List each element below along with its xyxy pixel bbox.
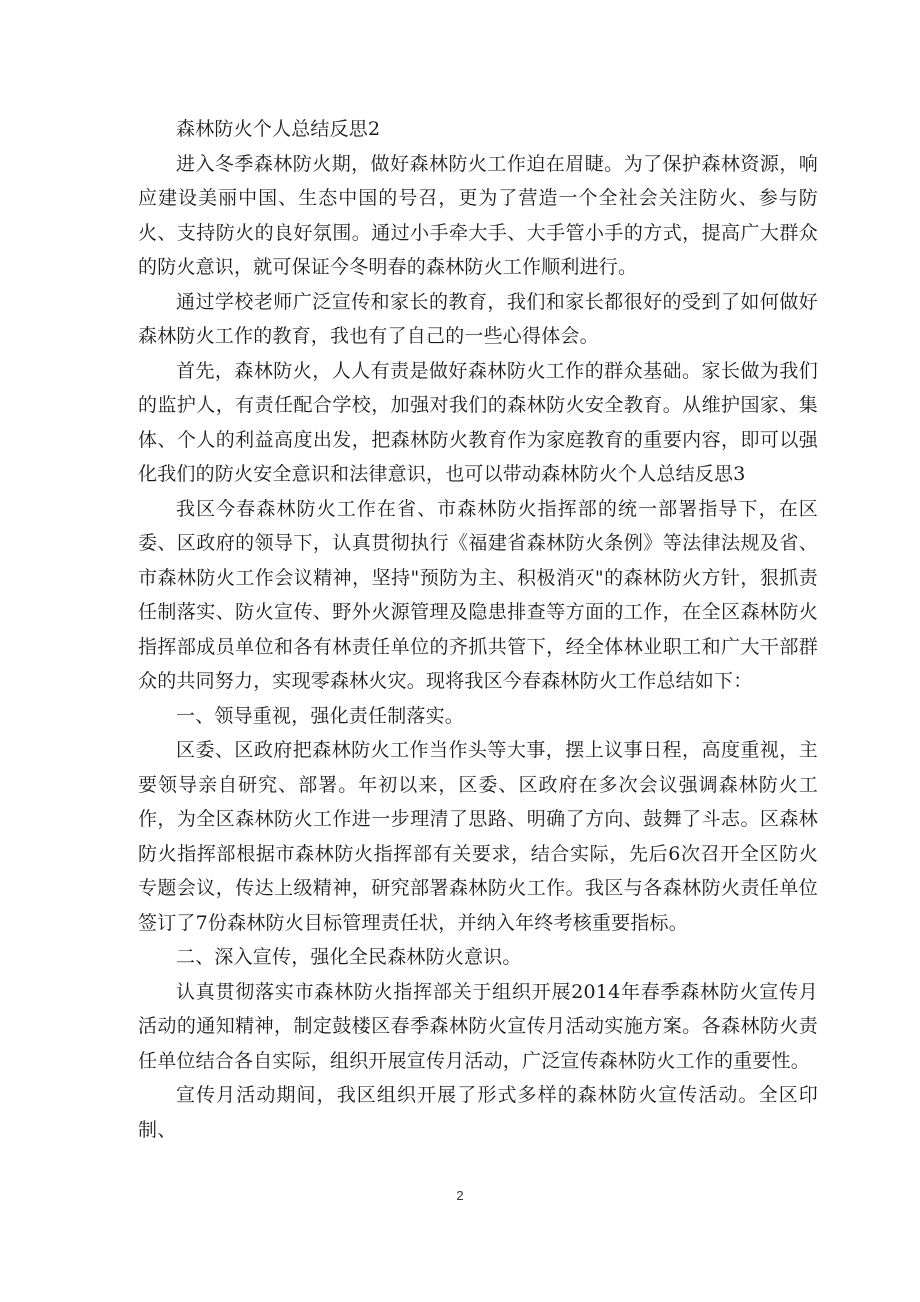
section-heading-leadership: 一、领导重视，强化责任制落实。 [176,704,465,727]
paragraph: 区委、区政府把森林防火工作当作头等大事，摆上议事日程，高度重视，主要领导亲自研究、部署。年初以来，区委、区政府在多次会议强调森林防火工作，为全区森林防火工作进一步理清了思路、明确了方向、鼓舞了斗志。区森林防火指挥部根据市森林防火指挥部有关要求，结合实际，先后6次召开全区防火专题会议，传达上级精神，研究部署森林防火工作。我区与各森林防火责任单位签订了7份森林防火目标管理责任状，并纳入年终考核重要指标。 [138,739,818,934]
document-body [138,112,818,1147]
paragraph: 进入冬季森林防火期，做好森林防火工作迫在眉睫。为了保护森林资源，响应建设美丽中国、生态中国的号召，更为了营造一个全社会关注防火、参与防火、支持防火的良好氛围。通过小手牵大手、大手管小手的方式，提高广大群众的防火意识，就可保证今冬明春的森林防火工作顺利进行。 [138,152,818,278]
page-number: 2 [456,1188,464,1203]
section-heading-publicity: 二、深入宣传，强化全民森林防火意识。 [176,946,522,968]
paragraph: 我区今春森林防火工作在省、市森林防火指挥部的统一部署指导下，在区委、区政府的领导下，认真贯彻执行《福建省森林防火条例》等法律法规及省、市森林防火工作会议精神，坚持"预防为主、积极消灭"的森林防火方针，狠抓责任制落实、防火宣传、野外火源管理及隐患排查等方面的工作，在全区森林防火指挥部成员单位和各有林责任单位的齐抓共管下，经全体林业职工和广大干部群众的共同努力，实现零森林火灾。现将我区今春森林防火工作总结如下： [138,497,818,692]
paragraph: 首先，森林防火，人人有责是做好森林防火工作的群众基础。家长做为我们的监护人，有责任配合学校，加强对我们的森林防火安全教育。从维护国家、集体、个人的利益高度出发，把森林防火教育作为家庭教育的重要内容，即可以强化我们的防火安全意识和法律意识，也可以带动森林防火个人总结反思3 [138,359,818,485]
paragraph: 宣传月活动期间，我区组织开展了形式多样的森林防火宣传活动。全区印制、 [138,1084,818,1141]
paragraph: 认真贯彻落实市森林防火指挥部关于组织开展2014年春季森林防火宣传月活动的通知精神，制定鼓楼区春季森林防火宣传月活动实施方案。各森林防火责任单位结合各自实际，组织开展宣传月活动，广泛宣传森林防火工作的重要性。 [138,980,818,1072]
paragraph: 通过学校老师广泛宣传和家长的教育，我们和家长都很好的受到了如何做好森林防火工作的教育，我也有了自己的一些心得体会。 [138,290,818,347]
section-heading-reflection-2: 森林防火个人总结反思2 [176,118,381,140]
